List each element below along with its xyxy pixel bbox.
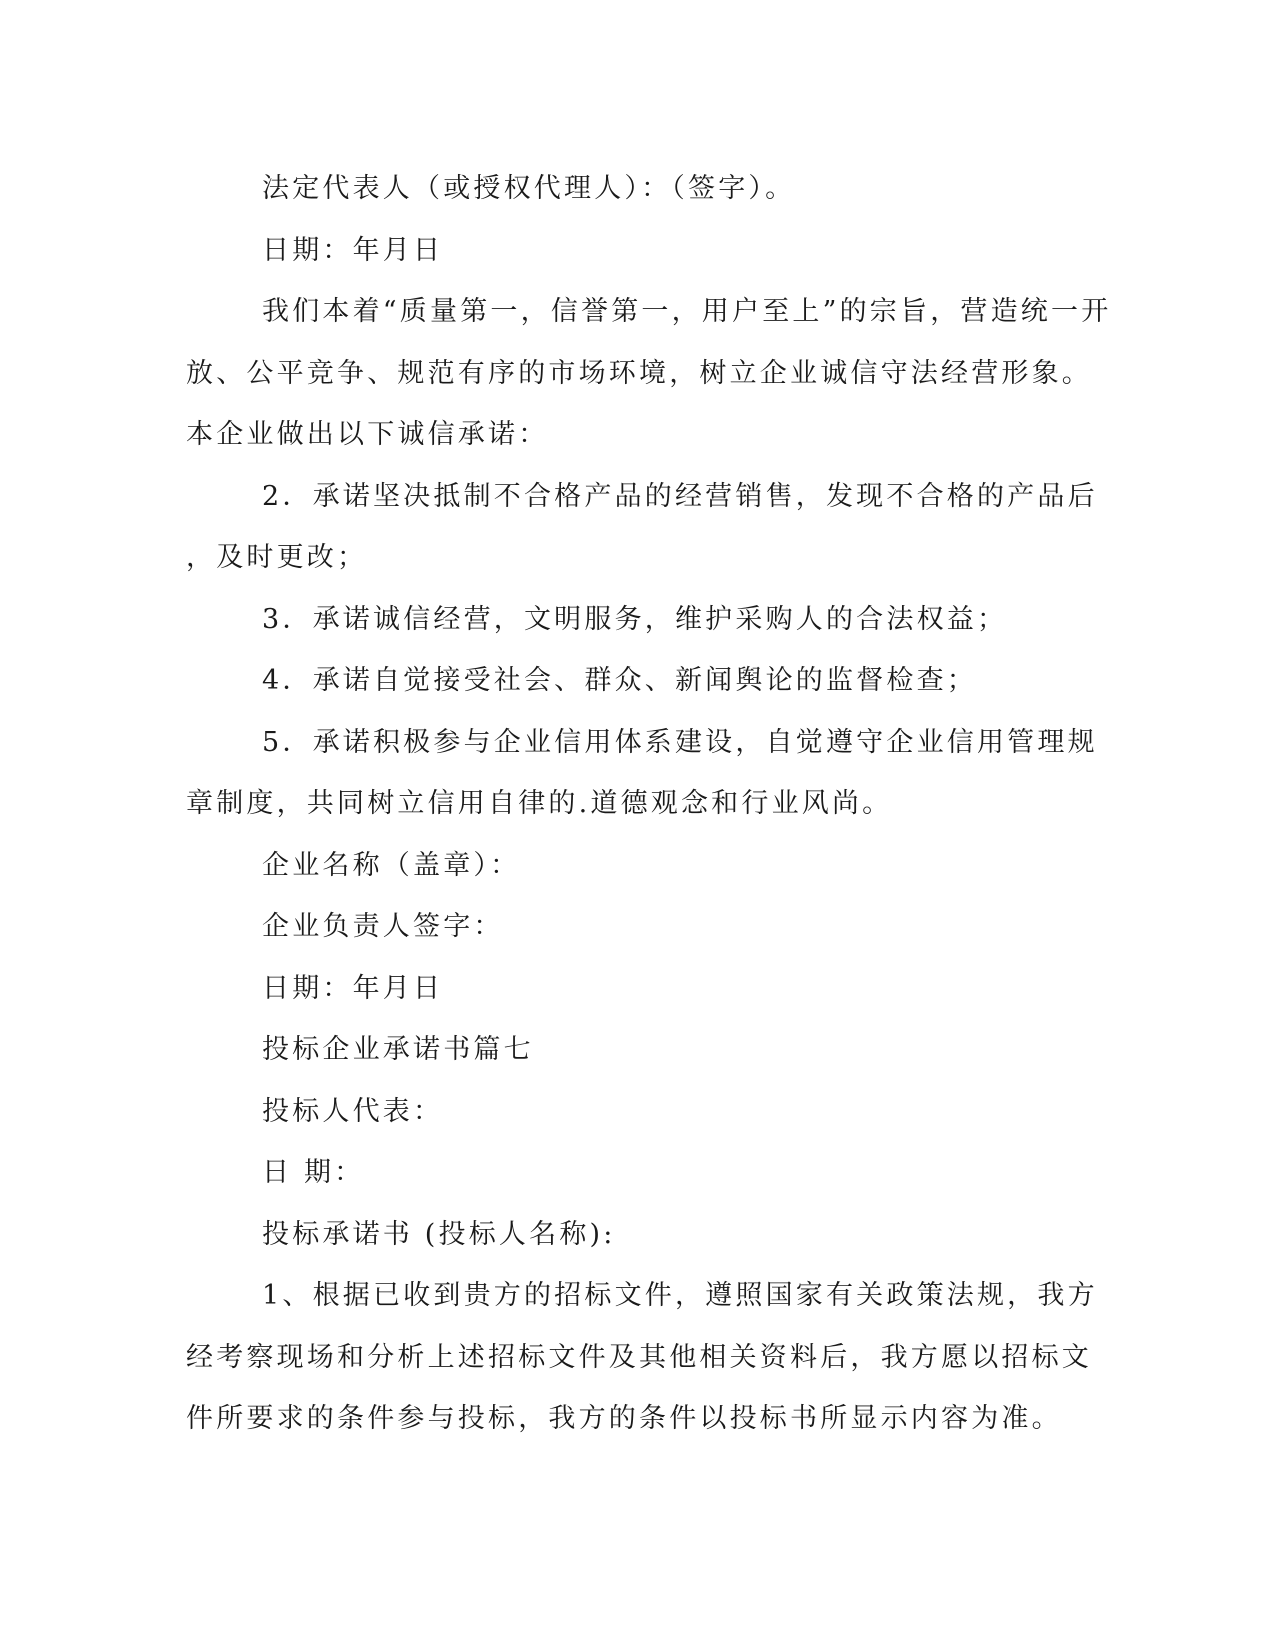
line-date-1: 日期：年月日 (262, 234, 444, 266)
line-company-signature: 企业负责人签字： (262, 911, 504, 942)
line-pledge-5b: 章制度，共同树立信用自律的.道德观念和行业风尚。 (186, 788, 893, 819)
line-bid-clause-1a: 1、根据已收到贵方的招标文件，遵照国家有关政策法规，我方 (262, 1280, 1098, 1311)
line-company-name: 企业名称（盖章）： (262, 849, 521, 881)
line-bid-pledge-title: 投标承诺书 (投标人名称): (262, 1218, 616, 1250)
line-date-3: 日 期： (262, 1157, 365, 1188)
line-legal-representative: 法定代表人（或授权代理人）：（签字）。 (262, 173, 796, 204)
line-pledge-3: 3．承诺诚信经营，文明服务，维护采购人的合法权益； (262, 603, 1008, 635)
line-date-2: 日期：年月日 (262, 972, 444, 1004)
line-pledge-4: 4．承诺自觉接受社会、群众、新闻舆论的监督检查； (262, 665, 977, 696)
line-section-title: 投标企业承诺书篇七 (262, 1034, 534, 1065)
line-pledge-5a: 5．承诺积极参与企业信用体系建设，自觉遵守企业信用管理规 (262, 726, 1098, 758)
line-intro-1: 我们本着“质量第一，信誉第一，用户至上”的宗旨，营造统一开 (262, 296, 1112, 327)
line-pledge-2b: ，及时更改； (186, 542, 368, 573)
line-bidder-representative: 投标人代表： (262, 1095, 444, 1127)
line-bid-clause-1c: 件所要求的条件参与投标，我方的条件以投标书所显示内容为准。 (186, 1403, 1062, 1434)
line-intro-3: 本企业做出以下诚信承诺： (186, 419, 549, 450)
line-intro-2: 放、公平竞争、规范有序的市场环境，树立企业诚信守法经营形象。 (186, 357, 1092, 389)
document-body (186, 158, 1112, 1450)
line-bid-clause-1b: 经考察现场和分析上述招标文件及其他相关资料后，我方愿以招标文 (186, 1341, 1092, 1373)
line-pledge-2a: 2．承诺坚决抵制不合格产品的经营销售，发现不合格的产品后 (262, 480, 1098, 512)
